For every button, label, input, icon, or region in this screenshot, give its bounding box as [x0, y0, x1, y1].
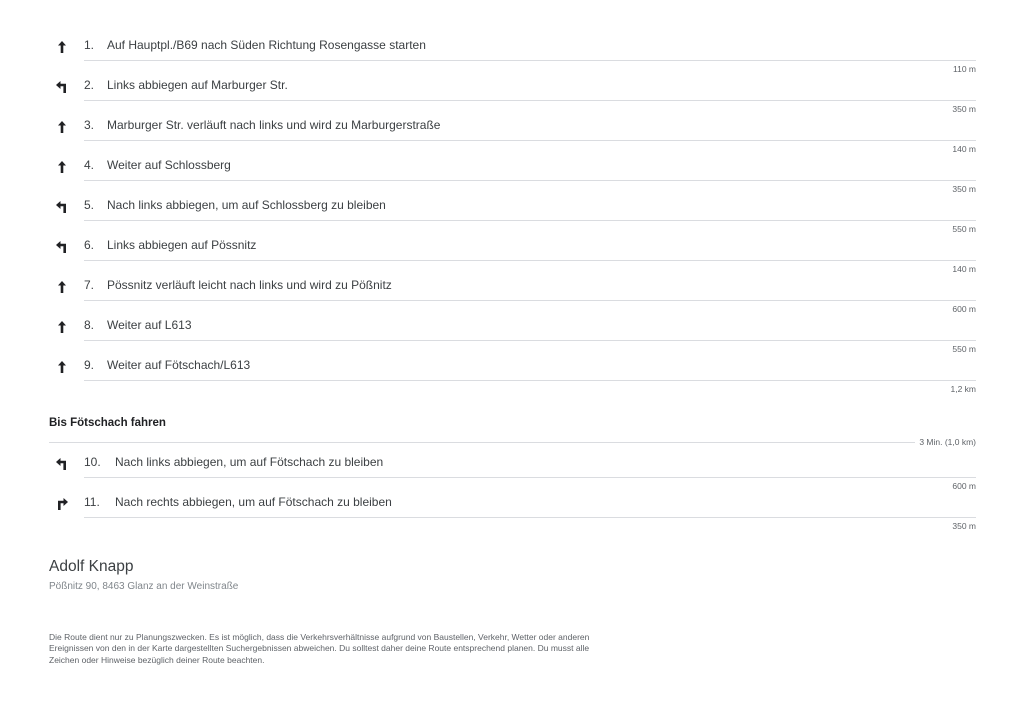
step-instruction: Marburger Str. verläuft nach links und wird zu Marburgerstraße: [107, 118, 441, 132]
destination-name: Adolf Knapp: [49, 558, 134, 575]
step-divider: [84, 140, 976, 141]
step-number: 10.: [84, 455, 101, 469]
step-distance: 550 m: [952, 344, 976, 354]
turn-left-icon: [54, 239, 70, 255]
step-divider: [84, 300, 976, 301]
step-number: 4.: [84, 158, 95, 172]
step-divider: [84, 517, 976, 518]
disclaimer-text: Die Route dient nur zu Planungszwecken. Es ist möglich, dass die Verkehrsverhältnisse aufgrund von Baustellen, Verkehr, Wetter oder anderen Ereignissen von den in der Karte dargestellten Suchergebnissen abweichen. Du solltest daher deine Route entsprechend planen. Du musst alle Zeichen oder Hinweise bezüglich deiner Route beachten.: [49, 632, 590, 665]
step-instruction: Nach links abbiegen, um auf Schlossberg zu bleiben: [107, 198, 386, 212]
step-instruction: Weiter auf Schlossberg: [107, 158, 231, 172]
step-number: 1.: [84, 38, 95, 52]
step-instruction: Pössnitz verläuft leicht nach links und wird zu Pößnitz: [107, 278, 392, 292]
route-step: [0, 238, 1024, 278]
turn-left-icon: [54, 79, 70, 95]
route-step: [0, 455, 1024, 495]
step-distance: 600 m: [952, 481, 976, 491]
step-divider: [84, 60, 976, 61]
straight-arrow-icon: [54, 159, 70, 175]
step-number: 8.: [84, 318, 95, 332]
turn-right-icon: [54, 496, 70, 512]
route-step: [0, 198, 1024, 238]
step-divider: [84, 477, 976, 478]
step-instruction: Links abbiegen auf Marburger Str.: [107, 78, 288, 92]
step-distance: 1,2 km: [950, 384, 976, 394]
step-instruction: Weiter auf L613: [107, 318, 192, 332]
step-instruction: Nach rechts abbiegen, um auf Fötschach zu bleiben: [115, 495, 392, 509]
route-step: [0, 495, 1024, 535]
straight-arrow-icon: [54, 39, 70, 55]
step-divider: [84, 220, 976, 221]
route-step: [0, 318, 1024, 358]
step-distance: 140 m: [952, 264, 976, 274]
step-divider: [84, 260, 976, 261]
destination-address: Pößnitz 90, 8463 Glanz an der Weinstraße: [49, 581, 239, 592]
step-divider: [84, 180, 976, 181]
step-distance: 350 m: [952, 184, 976, 194]
route-step: [0, 358, 1024, 398]
straight-arrow-icon: [54, 319, 70, 335]
step-divider: [84, 340, 976, 341]
step-distance: 350 m: [952, 521, 976, 531]
step-distance: 350 m: [952, 104, 976, 114]
step-divider: [84, 380, 976, 381]
step-number: 5.: [84, 198, 95, 212]
step-instruction: Links abbiegen auf Pössnitz: [107, 238, 257, 252]
route-step: [0, 78, 1024, 118]
step-distance: 110 m: [953, 64, 976, 74]
section-divider: [49, 442, 976, 443]
route-step: [0, 158, 1024, 198]
step-distance: 140 m: [952, 144, 976, 154]
step-instruction: Weiter auf Fötschach/L613: [107, 358, 251, 372]
straight-arrow-icon: [54, 119, 70, 135]
step-number: 6.: [84, 238, 95, 252]
turn-left-icon: [54, 456, 70, 472]
turn-left-icon: [54, 199, 70, 215]
step-instruction: Auf Hauptpl./B69 nach Süden Richtung Rosengasse starten: [107, 38, 426, 52]
step-number: 7.: [84, 278, 95, 292]
step-distance: 600 m: [952, 304, 976, 314]
route-step: [0, 278, 1024, 318]
route-step: [0, 38, 1024, 78]
step-number: 2.: [84, 78, 95, 92]
route-step: [0, 118, 1024, 158]
straight-arrow-icon: [54, 279, 70, 295]
step-number: 3.: [84, 118, 95, 132]
straight-arrow-icon: [54, 359, 70, 375]
step-number: 9.: [84, 358, 95, 372]
step-instruction: Nach links abbiegen, um auf Fötschach zu bleiben: [115, 455, 384, 469]
section-title: Bis Fötschach fahren: [49, 417, 166, 429]
section-duration-distance: 3 Min. (1,0 km): [915, 437, 976, 447]
step-number: 11.: [84, 495, 100, 509]
step-distance: 550 m: [952, 224, 976, 234]
step-divider: [84, 100, 976, 101]
